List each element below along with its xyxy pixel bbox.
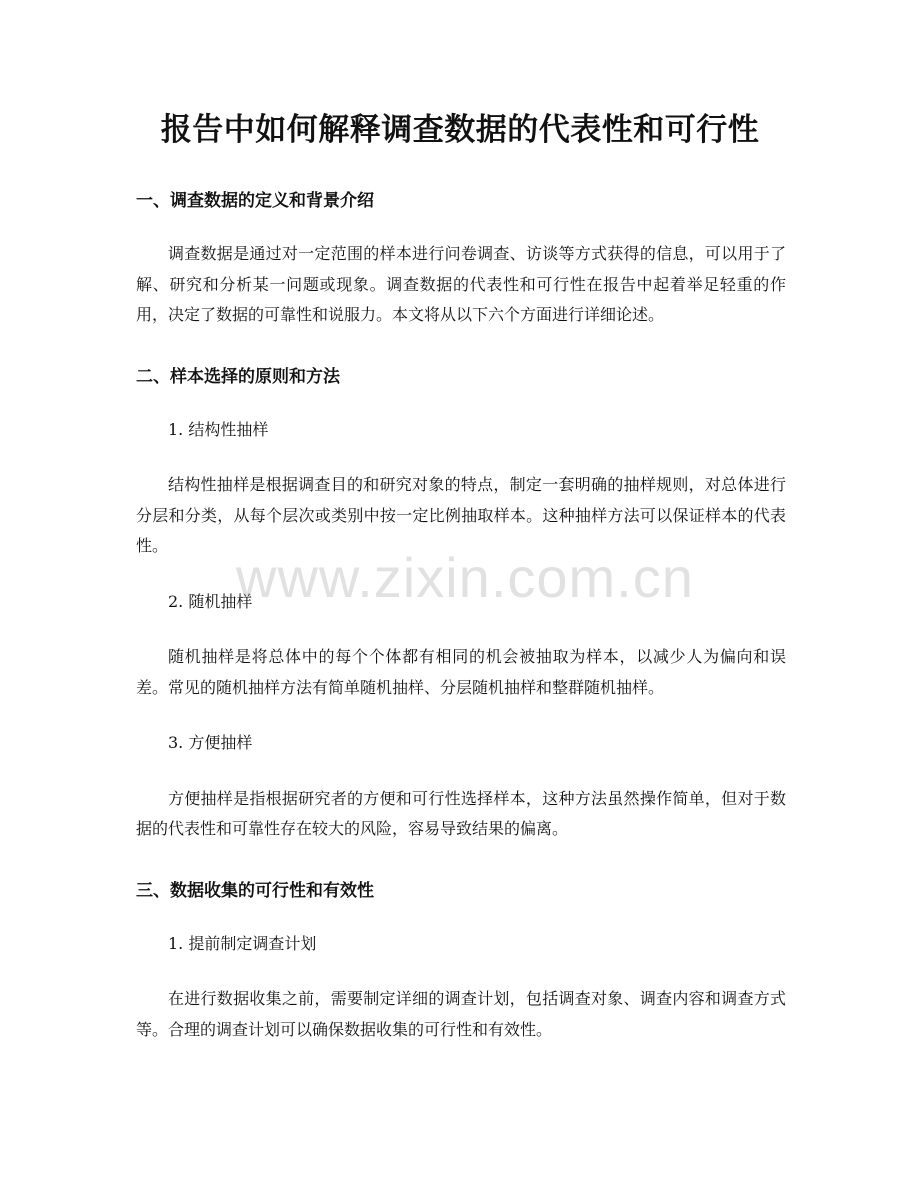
paragraph: 在进行数据收集之前，需要制定详细的调查计划，包括调查对象、调查内容和调查方式等。合理的调查计划可以确保数据收集的可行性和有效性。 — [136, 989, 786, 1039]
section-heading: 二、样本选择的原则和方法 — [136, 366, 340, 387]
subheading: 3. 方便抽样 — [168, 733, 253, 752]
section-heading: 一、调查数据的定义和背景介绍 — [136, 191, 374, 211]
section-heading: 三、数据收集的可行性和有效性 — [136, 880, 374, 901]
paragraph: 结构性抽样是根据调查目的和研究对象的特点，制定一套明确的抽样规则，对总体进行分层和分类，从每个层次或类别中按一定比例抽取样本。这种抽样方法可以保证样本的代表性。 — [136, 475, 786, 555]
document-body — [136, 183, 786, 1045]
watermark: www.zixin.com.cn — [236, 546, 694, 609]
paragraph: 随机抽样是将总体中的每个个体都有相同的机会被抽取为样本，以减少人为偏向和误差。常见的随机抽样方法有简单随机抽样、分层随机抽样和整群随机抽样。 — [136, 647, 786, 697]
paragraph: 调查数据是通过对一定范围的样本进行问卷调查、访谈等方式获得的信息，可以用于了解、研究和分析某一问题或现象。调查数据的代表性和可行性在报告中起着举足轻重的作用，决定了数据的可靠性和说服力。本文将从以下六个方面进行详细论述。 — [136, 244, 786, 324]
section-3 — [136, 873, 786, 1046]
document-title: 报告中如何解释调查数据的代表性和可行性 — [160, 112, 760, 148]
subheading: 2. 随机抽样 — [168, 591, 253, 611]
section-1 — [136, 183, 786, 331]
subheading: 1. 结构性抽样 — [168, 419, 269, 439]
paragraph: 方便抽样是指根据研究者的方便和可行性选择样本，这种方法虽然操作简单，但对于数据的代表性和可靠性存在较大的风险，容易导致结果的偏离。 — [136, 788, 786, 838]
subheading: 1. 提前制定调查计划 — [168, 933, 317, 953]
section-2 — [136, 359, 786, 845]
